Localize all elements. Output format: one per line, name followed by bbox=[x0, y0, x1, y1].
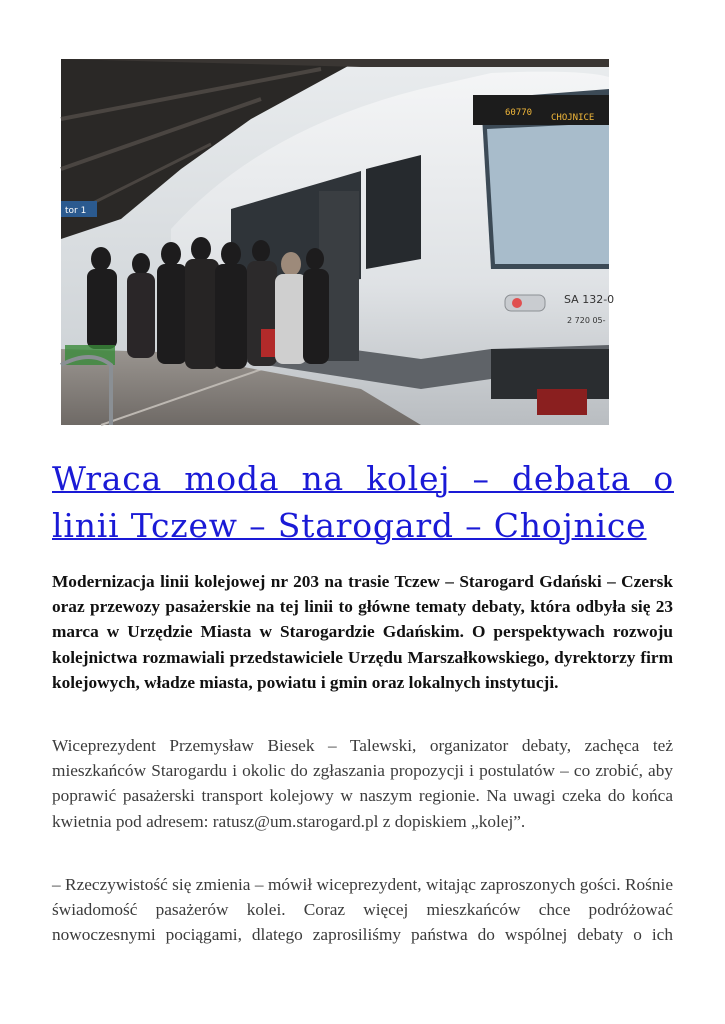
article-photo-train bbox=[61, 59, 615, 425]
train-display-number: 60770 bbox=[505, 108, 533, 118]
train-id: SA 132-0 bbox=[564, 293, 615, 306]
train-serial: 2 720 05- bbox=[567, 316, 606, 325]
article-paragraph: – Rzeczywistość się zmienia – mówił wiceprezydent, witając zaproszonych gości. Rośnie świadomość pasażerów kolei. Coraz więcej mieszkańców chce podróżować nowoczesnymi pociągami, dlatego zaprosiliśmy państwa do wspólnej debaty o ich bbox=[52, 875, 673, 945]
article-title-link[interactable]: Wraca moda na kolej – debata o linii Tczew – Starogard – Chojnice bbox=[52, 459, 674, 545]
train-display-destination: CHOJNICE bbox=[551, 113, 595, 123]
article-lead: Modernizacja linii kolejowej nr 203 na trasie Tczew – Starogard Gdański – Czersk oraz przewozy pasażerskie na tej linii to główne tematy debaty, która odbyła się 23 marca w Urzędzie Miasta w Starogardzie Gdańskim. O perspektywach rozwoju kolejnictwa rozmawiali przedstawiciele Urzędu Marszałkowskiego, dyrektorzy firm kolejowych, władze miasta, powiatu i gmin oraz lokalnych instytucji. bbox=[52, 572, 673, 692]
article-paragraph: Wiceprezydent Przemysław Biesek – Talewski, organizator debaty, zachęca też mieszkańców Starogardu i okolic do zgłaszania propozycji i postulatów – co zrobić, aby poprawić pasażerski transport kolejowy w naszym regionie. Na uwagi czeka do końca kwietnia pod adresem: ratusz@um.starogard.pl z dopiskiem „kolej”. bbox=[52, 736, 673, 831]
platform-sign bbox=[61, 201, 97, 217]
platform-sign-text: tor 1 bbox=[65, 206, 87, 216]
passengers-crowd bbox=[65, 237, 329, 369]
